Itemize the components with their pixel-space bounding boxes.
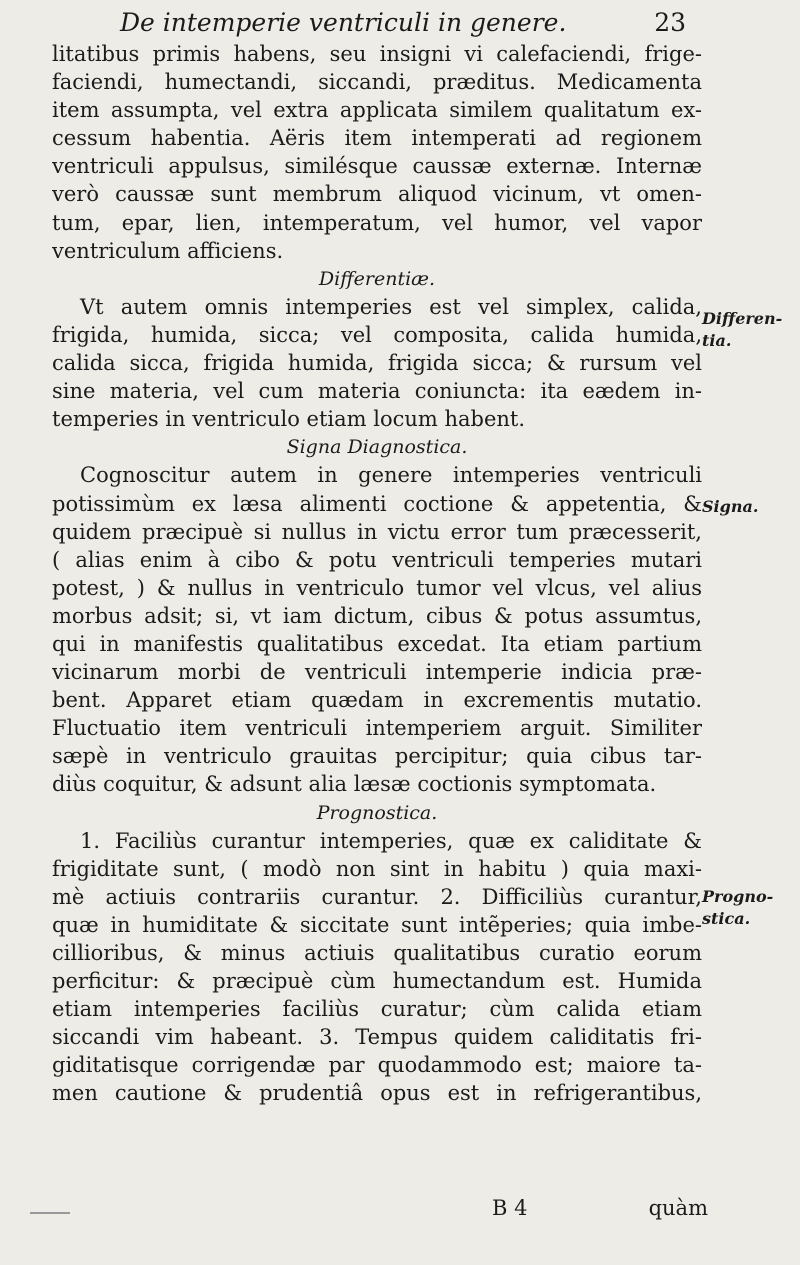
text-line: sine materia, vel cum materia coniuncta: ita eædem in- <box>52 379 702 404</box>
text-line: frigiditate sunt, ( modò non sint in habitu ) quia maxi- <box>52 856 702 881</box>
signature-mark: B 4 <box>492 1196 528 1220</box>
catchword: quàm <box>648 1196 708 1220</box>
text-line: potissimùm ex læsa alimenti coctione & appetentia, & <box>52 491 702 516</box>
section-heading-signa: Signa Diagnostica. <box>286 436 468 459</box>
marginal-note-prognostica <box>702 886 773 930</box>
marginal-note-signa <box>702 496 758 518</box>
body-text <box>52 40 702 1108</box>
section-heading-prognostica: Prognostica. <box>316 801 438 824</box>
running-header <box>120 8 686 38</box>
marginal-note-line: Differen- <box>702 309 783 328</box>
text-line: tum, epar, lien, intemperatum, vel humor, vel vapor <box>52 210 702 235</box>
text-line: ventriculi appulsus, similésque caussæ externæ. Internæ <box>52 154 702 179</box>
text-line: litatibus primis habens, seu insigni vi calefaciendi, frige- <box>52 42 702 66</box>
text-line: calida sicca, frigida humida, frigida sicca; & rursum vel <box>52 351 702 376</box>
text-line: item assumpta, vel extra applicata similem qualitatum ex- <box>52 98 702 123</box>
text-line: faciendi, humectandi, siccandi, præditus. Medicamenta <box>52 70 702 95</box>
text-line: Cognoscitur autem in genere intemperies ventriculi <box>80 463 702 488</box>
text-line: cillioribus, & minus actiuis qualitatibus curatio eorum <box>52 941 702 965</box>
page-number: 23 <box>654 8 686 37</box>
text-line: Fluctuatio item ventriculi intemperiem arguit. Similiter <box>52 716 702 741</box>
text-line: frigida, humida, sicca; vel composita, calida humida, <box>52 322 702 347</box>
ink-mark <box>30 1212 70 1214</box>
marginal-note-line: stica. <box>702 909 751 928</box>
text-line: qui in manifestis qualitatibus excedat. Ita etiam partium <box>52 631 702 656</box>
text-line: diùs coquitur, & adsunt alia læsæ coctionis symptomata. <box>52 772 657 797</box>
page-footer <box>52 1194 708 1222</box>
text-line: ( alias enim à cibo & potu ventriculi temperies mutari <box>52 547 702 572</box>
marginal-note-differentiae <box>702 308 782 352</box>
marginal-note-line: tia. <box>702 331 732 350</box>
running-title: De intemperie ventriculi in genere. <box>120 8 567 37</box>
text-line: sæpè in ventriculo grauitas percipitur; quia cibus tar- <box>52 744 702 769</box>
text-line: quidem præcipuè si nullus in victu error tum præcesserit, <box>52 519 702 544</box>
marginal-note-line: Progno- <box>702 887 774 906</box>
text-line: mè actiuis contrariis curantur. 2. Difficiliùs curantur, <box>52 884 702 909</box>
text-line: vicinarum morbi de ventriculi intemperie indicia præ- <box>52 660 702 685</box>
text-line: temperies in ventriculo etiam locum habent. <box>52 407 526 432</box>
text-line: verò caussæ sunt membrum aliquod vicinum, vt omen- <box>52 182 702 207</box>
text-line: Vt autem omnis intemperies est vel simplex, calida, <box>80 294 702 319</box>
text-line: giditatisque corrigendæ par quodammodo est; maiore ta- <box>52 1053 702 1078</box>
text-line: siccandi vim habeant. 3. Tempus quidem caliditatis fri- <box>52 1025 702 1050</box>
section-heading-differentiae: Differentiæ. <box>318 267 436 290</box>
text-line: potest, ) & nullus in ventriculo tumor vel vlcus, vel alius <box>52 575 702 600</box>
marginal-note-line: Signa. <box>702 497 759 516</box>
text-line: morbus adsit; si, vt iam dictum, cibus & potus assumtus, <box>52 603 702 628</box>
text-line: ventriculum afficiens. <box>52 238 284 263</box>
text-line: perficitur: & præcipuè cùm humectandum est. Humida <box>52 969 702 994</box>
text-line: cessum habentia. Aëris item intemperati ad regionem <box>52 126 702 151</box>
text-line: 1. Faciliùs curantur intemperies, quæ ex caliditate & <box>80 828 702 853</box>
text-line: quæ in humiditate & siccitate sunt intẽperies; quia imbe- <box>52 912 702 937</box>
text-line: bent. Apparet etiam quædam in excrementis mutatio. <box>52 688 702 713</box>
text-line: men cautione & prudentiâ opus est in refrigerantibus, <box>52 1081 702 1106</box>
text-line: etiam intemperies faciliùs curatur; cùm calida etiam <box>52 997 702 1022</box>
